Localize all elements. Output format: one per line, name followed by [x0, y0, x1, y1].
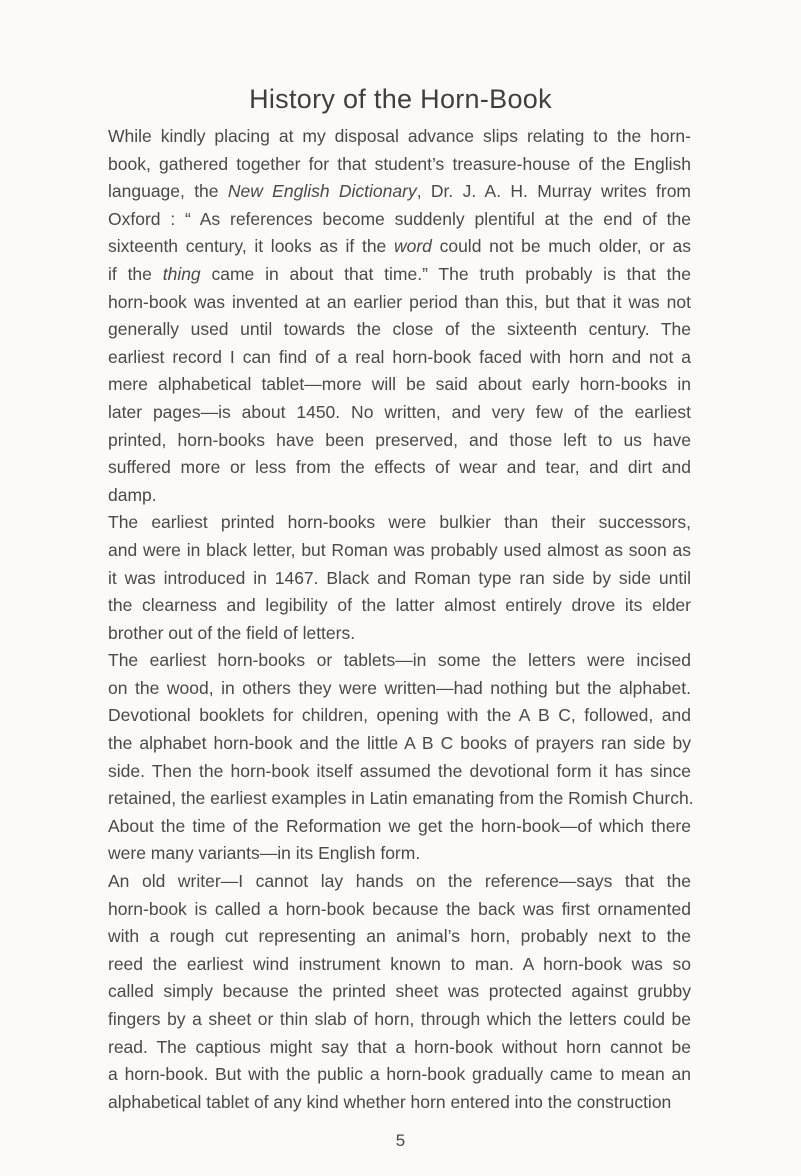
- text-line: mere alphabetical tablet—more will be said about early horn-books in: [108, 374, 691, 395]
- text-line: The earliest printed horn-books were bulkier than their successors,: [108, 512, 691, 533]
- text-line: retained, the earliest examples in Latin emanating from the Romish Church.: [108, 788, 694, 809]
- text-line: The earliest horn-books or tablets—in some the letters were incised: [108, 650, 691, 671]
- text-line: fingers by a sheet or thin slab of horn, through which the letters could be: [108, 1009, 691, 1029]
- running-header: History of the Horn-Book: [249, 84, 552, 114]
- text-line: Oxford : “ As references become suddenly plentiful at the end of the: [108, 208, 691, 229]
- body-text: [108, 123, 694, 1116]
- text-line: damp.: [108, 484, 157, 505]
- text-line: side. Then the horn-book itself assumed the devotional form it has since: [108, 760, 691, 781]
- text-line: suffered more or less from the effects of wear and tear, and dirt and: [108, 457, 691, 478]
- text-line: While kindly placing at my disposal advance slips relating to the horn-: [108, 126, 691, 146]
- text-line: book, gathered together for that student’s treasure-house of the English: [108, 153, 691, 174]
- text-line: printed, horn-books have been preserved, and those left to us have: [108, 429, 691, 450]
- text-line: if the thing came in about that time.” The truth probably is that the: [108, 263, 691, 284]
- text-line: it was introduced in 1467. Black and Roman type ran side by side until: [108, 567, 691, 588]
- text-line: the clearness and legibility of the latter almost entirely drove its elder: [108, 595, 691, 616]
- paragraph: [108, 509, 691, 647]
- text-line: called simply because the printed sheet was protected against grubby: [108, 981, 691, 1002]
- text-line: Devotional booklets for children, opening with the A B C, followed, and: [108, 705, 691, 726]
- text-line: An old writer—I cannot lay hands on the reference—says that the: [108, 871, 691, 892]
- text-line: About the time of the Reformation we get the horn-book—of which there: [108, 815, 691, 836]
- text-line: the alphabet horn-book and the little A B C books of prayers ran side by: [108, 733, 691, 754]
- text-line: generally used until towards the close of the sixteenth century. The: [108, 319, 691, 340]
- text-line: on the wood, in others they were written—had nothing but the alphabet.: [108, 677, 691, 698]
- text-line: were many variants—in its English form.: [108, 843, 421, 864]
- text-line: and were in black letter, but Roman was probably used almost as soon as: [108, 539, 691, 560]
- text-line: a horn-book. But with the public a horn-book gradually came to mean an: [108, 1064, 691, 1085]
- paragraph: [108, 647, 694, 868]
- text-line: alphabetical tablet of any kind whether horn entered into the construction: [108, 1091, 672, 1112]
- text-line: brother out of the field of letters.: [108, 622, 356, 643]
- paragraph: [108, 868, 691, 1116]
- text-line: earliest record I can find of a real horn-book faced with horn and not a: [108, 346, 691, 367]
- text-line: with a rough cut representing an animal’s horn, probably next to the: [108, 926, 691, 947]
- text-line: reed the earliest wind instrument known to man. A horn-book was so: [108, 953, 691, 974]
- text-line: later pages—is about 1450. No written, and very few of the earliest: [108, 401, 691, 422]
- page-number: 5: [395, 1131, 406, 1150]
- text-line: horn-book is called a horn-book because the back was first ornamented: [108, 898, 691, 919]
- text-line: horn-book was invented at an earlier period than this, but that it was not: [108, 291, 691, 312]
- text-line: sixteenth century, it looks as if the word could not be much older, or as: [108, 236, 691, 257]
- paragraph: [108, 123, 691, 509]
- text-line: language, the New English Dictionary, Dr. J. A. H. Murray writes from: [108, 181, 692, 202]
- text-line: read. The captious might say that a horn-book without horn cannot be: [108, 1036, 691, 1057]
